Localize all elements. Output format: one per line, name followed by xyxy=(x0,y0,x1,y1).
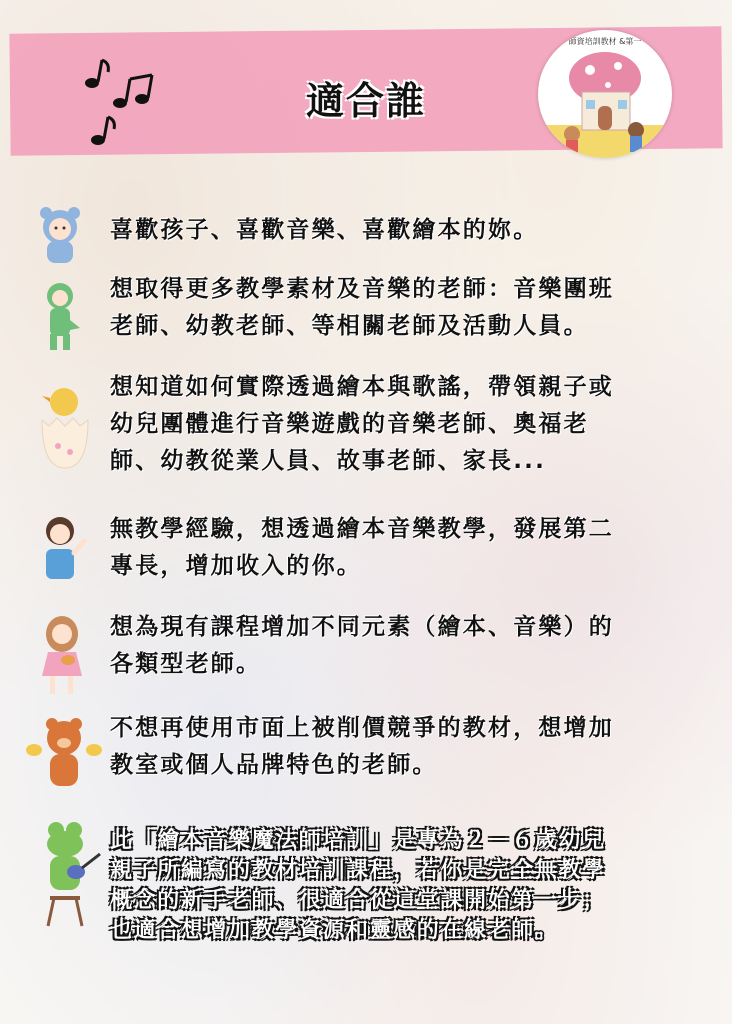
list-item-line: 此「繪本音樂魔法師培訓」是專為２－６歲幼兒 xyxy=(110,828,606,853)
list-item-line: 幼兒團體進行音樂遊戲的音樂老師、奧福老 xyxy=(110,411,589,437)
list-item-highlight xyxy=(110,826,710,946)
hatching-chick-egg-icon xyxy=(38,380,92,470)
badge-caption: 師資培訓教材 &第一 xyxy=(568,37,642,46)
list-item-line: 想為現有課程增加不同元素（繪本、音樂）的 xyxy=(110,614,614,640)
cymbal-bear-icon xyxy=(26,716,102,794)
list-item-line: 不想再使用市面上被削價競爭的教材，想增加 xyxy=(110,715,614,741)
dinosaur-costume-kid-icon xyxy=(38,280,82,354)
list-item-line: 各類型老師。 xyxy=(110,651,262,677)
list-item xyxy=(110,369,710,480)
list-item-line: 想取得更多教學素材及音樂的老師：音樂團班 xyxy=(110,276,614,302)
picture-book-house-badge xyxy=(538,30,672,158)
list-item-line: 無教學經驗，想透過繪本音樂教學，發展第二 xyxy=(110,516,614,542)
list-item-line: 想知道如何實際透過繪本與歌謠，帶領親子或 xyxy=(110,374,614,400)
mushroom-house-illustration xyxy=(538,30,672,158)
list-item xyxy=(110,511,710,585)
list-item-line: 專長，增加收入的你。 xyxy=(110,553,362,579)
list-item xyxy=(110,710,710,784)
baby-bear-hood-icon xyxy=(38,205,82,263)
list-item-line: 也適合想增加教學資源和靈感的在線老師。 xyxy=(110,918,559,943)
list-item-line: 教室或個人品牌特色的老師。 xyxy=(110,752,438,778)
page-title: 適合誰 xyxy=(305,79,426,123)
guitar-frog-icon xyxy=(34,818,104,928)
waving-woman-icon xyxy=(38,513,88,583)
list-item-line: 概念的新手老師、很適合從這堂課開始第一步； xyxy=(110,888,606,913)
ukulele-girl-icon xyxy=(38,612,86,698)
list-item xyxy=(110,271,710,345)
list-item-line: 喜歡孩子、喜歡音樂、喜歡繪本的妳。 xyxy=(110,217,539,243)
list-item-line: 親子所編寫的教材培訓課程，若你是完全無教學 xyxy=(110,858,606,883)
list-item xyxy=(110,609,710,683)
list-item xyxy=(110,212,710,249)
list-item-line: 老師、幼教老師、等相關老師及活動人員。 xyxy=(110,313,589,339)
list-item-line: 師、幼教從業人員、故事老師、家長... xyxy=(110,448,547,474)
